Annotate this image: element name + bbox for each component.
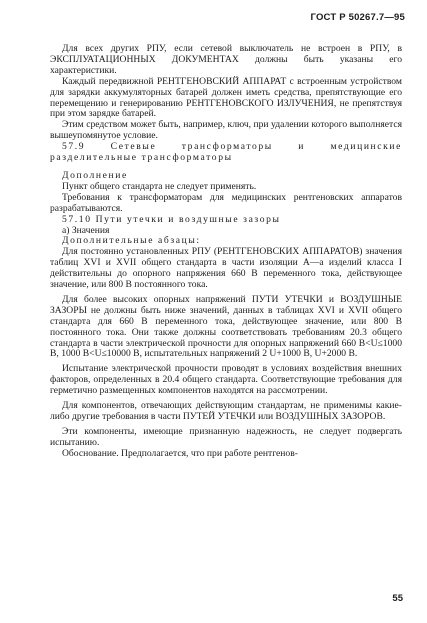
paragraph: Этим средством может быть, например, ключ, при удалении которого выполняется вышеупомянутое условие. [50,119,402,142]
paragraph: Обоснование. Предполагается, что при работе рентгенов- [62,447,298,459]
section-heading: 57.10 Пути утечки и воздушные зазоры [62,213,281,225]
paragraph: Для компонентов, отвечающих действующим стандартам, не применимы какие-либо другие требования в части ПУТЕЙ УТЕЧКИ или ВОЗДУШНЫХ ЗАЗОРОВ. [50,400,402,422]
paragraph: Требования к трансформаторам для медицинских рентгеновских аппаратов разрабатываются. [50,191,402,214]
section-label: Дополнение [62,169,128,181]
paragraph: Эти компоненты, имеющие признанную надежность, не следует подвергать испытанию. [50,425,402,448]
paragraph: Для постоянно установленных РПУ (РЕНТГЕНОВСКИХ АППАРАТОВ) значения таблиц XVI и XVII общего стандарта в части изоляции А—а изделий класса I действительны до опорного напряжения 660 В переменного тока, действующее значение, или 800 В постоянного тока. [50,246,402,291]
paragraph: Каждый передвижной РЕНТГЕНОВСКИЙ АППАРАТ с встроенным устройством для зарядки аккумуляторных батарей должен иметь средства, препятствующие его перемещению и генерированию РЕНТГЕНОВСКОГО ИЗЛУЧЕНИЯ, не препятствуя при этом зарядке батарей. [50,75,402,120]
paragraph: Пункт общего стандарта не следует применять. [62,180,257,192]
page-number: 55 [392,593,403,604]
paragraph: Для всех других РПУ, если сетевой выключатель не встроен в РПУ, в ЭКСПЛУАТАЦИОННЫХ ДОКУМЕНТАХ должны быть указаны его характеристики. [50,43,402,76]
paragraph: Для более высоких опорных напряжений ПУТИ УТЕЧКИ и ВОЗДУШНЫЕ ЗАЗОРЫ не должны быть ниже значений, данных в таблицах XVI и XVII общего стандарта для 660 В переменного тока, действующее значение, или 800 В постоянного тока. Они также должны соответствовать требованиям 20.3 общего стандарта в части электрической прочности для опорных напряжений 660 В<U≤1000 В, 1000 В<U≤10000 В, испытательных напряжений 2 U+1000 В, U+2000 В. [50,293,402,360]
section-heading: 57.9 Сетевые трансформаторы и медицинские разделительные трансформаторы [50,141,402,164]
subsection-label: а) Значения [62,224,110,236]
document-body [50,44,402,460]
standard-header: ГОСТ Р 50267.7—95 [310,12,405,23]
paragraph: Испытание электрической прочности проводят в условиях воздействия внешних факторов, определенных в 20.4 общего стандарта. Соответствующие требования для герметично размещенных компонентов находятся на рассмотрении. [50,363,402,397]
section-label: Дополнительные абзацы: [62,235,201,247]
